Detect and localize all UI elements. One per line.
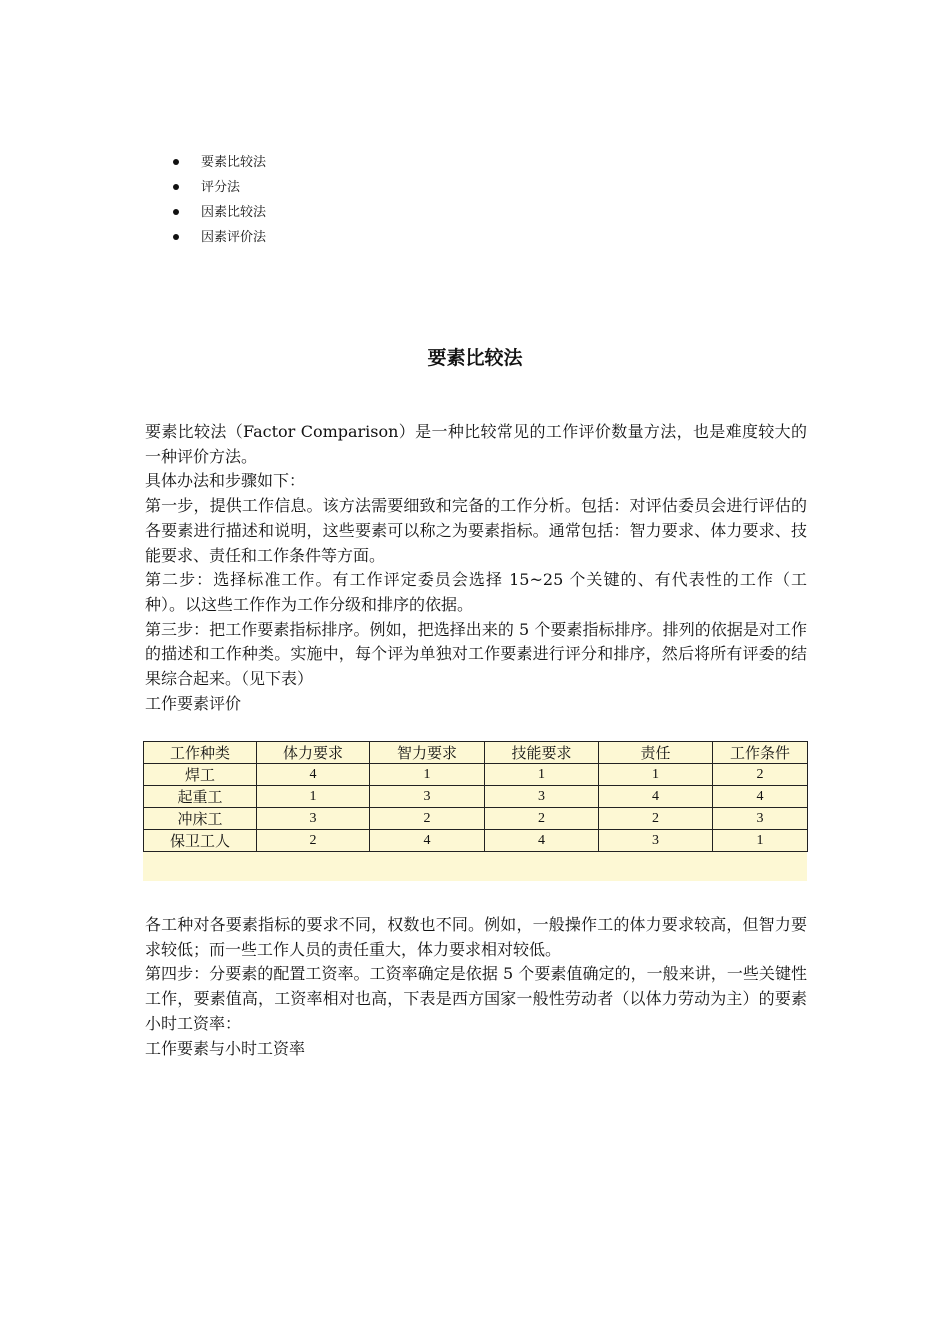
column-header: 工作种类 [144,742,257,764]
factor-evaluation-table [143,741,808,852]
page-title: 要素比较法 [427,347,523,369]
job-name-cell: 起重工 [144,786,257,808]
table-row [144,808,808,830]
table-cell: 3 [370,786,485,808]
list-item-label: 要素比较法 [201,155,267,170]
table-cell: 1 [257,786,370,808]
table-header-row [144,742,808,764]
paragraph: 要素比较法（Factor Comparison）是一种比较常见的工作评价数量方法，也是难度较大的一种评价方法。 [145,422,807,466]
bullet-icon [173,184,179,190]
paragraph: 第二步：选择标准工作。有工作评定委员会选择 15~25 个关键的、有代表性的工作（工种）。以这些工作作为工作分级和排序的依据。 [145,570,807,614]
column-header: 技能要求 [485,742,599,764]
table-cell: 2 [485,808,599,830]
table-cell: 3 [599,830,713,852]
paragraph: 第四步：分要素的配置工资率。工资率确定是依据 5 个要素值确定的，一般来讲，一些关键性工作，要素值高，工资率相对也高，下表是西方国家一般性劳动者（以体力劳动为主）的要素小时工资率： [145,964,807,1033]
table-row [144,764,808,786]
table-cell: 1 [713,830,808,852]
table-caption: 工作要素与小时工资率 [145,1038,306,1058]
method-list [170,150,266,250]
table-row [144,786,808,808]
list-item-label: 因素评价法 [201,230,267,245]
job-name-cell: 焊工 [144,764,257,786]
table-cell: 3 [485,786,599,808]
table-row [144,830,808,852]
table-cell: 1 [599,764,713,786]
followup-text-block [145,913,807,1061]
paragraph: 各工种对各要素指标的要求不同，权数也不同。例如，一般操作工的体力要求较高，但智力要求较低；而一些工作人员的责任重大，体力要求相对较低。 [145,915,807,959]
table-cell: 2 [713,764,808,786]
table-cell: 1 [485,764,599,786]
table-cell: 3 [713,808,808,830]
job-name-cell: 冲床工 [144,808,257,830]
table-cell: 2 [370,808,485,830]
paragraph: 具体办法和步骤如下： [145,471,306,491]
list-item-label: 因素比较法 [201,205,267,220]
table-cell: 4 [599,786,713,808]
column-header: 工作条件 [713,742,808,764]
job-name-cell: 保卫工人 [144,830,257,852]
table-cell: 4 [713,786,808,808]
table-cell: 4 [485,830,599,852]
bullet-icon [173,234,179,240]
column-header: 体力要求 [257,742,370,764]
list-item[interactable] [170,200,266,225]
list-item[interactable] [170,175,266,200]
table-cell: 4 [370,830,485,852]
table-caption: 工作要素评价 [145,693,242,713]
list-item[interactable] [170,150,266,175]
factor-table-container [143,741,807,881]
table-cell: 3 [257,808,370,830]
bullet-icon [173,209,179,215]
table-cell: 4 [257,764,370,786]
paragraph: 第一步，提供工作信息。该方法需要细致和完备的工作分析。包括：对评估委员会进行评估的各要素进行描述和说明，这些要素可以称之为要素指标。通常包括：智力要求、体力要求、技能要求、责任和工作条件等方面。 [145,496,807,565]
paragraph: 第三步：把工作要素指标排序。例如，把选择出来的 5 个要素指标排序。排列的依据是对工作的描述和工作种类。实施中，每个评为单独对工作要素进行评分和排序，然后将所有评委的结果综合起来。（见下表） [145,619,807,689]
list-item-label: 评分法 [201,180,241,195]
table-cell: 2 [257,830,370,852]
table-cell: 1 [370,764,485,786]
column-header: 责任 [599,742,713,764]
list-item[interactable] [170,225,266,250]
table-cell: 2 [599,808,713,830]
column-header: 智力要求 [370,742,485,764]
intro-text-block [145,420,807,716]
bullet-icon [173,159,179,165]
